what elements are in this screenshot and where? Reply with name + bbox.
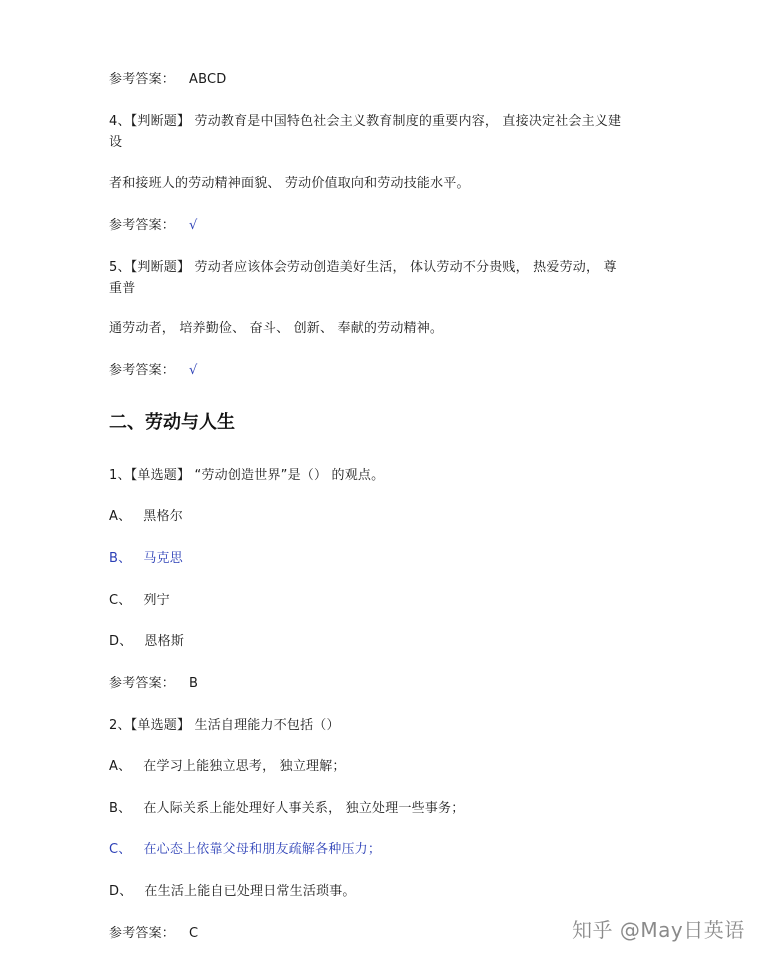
option-letter: C、 — [109, 842, 132, 857]
option-c-highlighted — [109, 842, 381, 858]
answer-line — [109, 218, 198, 234]
section-heading: 二、劳动与人生 — [109, 412, 235, 433]
option-text: 在学习上能独立思考， 独立理解； — [143, 759, 346, 774]
answer-value: C — [189, 926, 199, 941]
option-b — [109, 801, 464, 817]
question-2-text: 2、【单选题】 生活自理能力不包括（） — [109, 718, 340, 733]
question-5-line-2: 重普 — [109, 281, 136, 296]
answer-value: ABCD — [189, 72, 227, 87]
question-1-text: 1、【单选题】 “劳动创造世界”是（） 的观点。 — [109, 468, 385, 483]
option-letter: C、 — [109, 593, 132, 608]
question-4-line-1: 4、【判断题】 劳动教育是中国特色社会主义教育制度的重要内容， 直接决定社会主义建 — [109, 114, 622, 129]
option-a — [109, 759, 346, 775]
option-b-highlighted — [109, 551, 183, 567]
answer-label: 参考答案： — [109, 363, 176, 378]
option-text: 在人际关系上能处理好人事关系， 独立处理一些事务； — [143, 801, 465, 816]
option-d — [109, 884, 356, 900]
answer-value: √ — [189, 363, 198, 378]
answer-line — [109, 926, 198, 942]
answer-label: 参考答案： — [109, 72, 176, 87]
option-text: 黑格尔 — [143, 509, 183, 524]
answer-line — [109, 676, 198, 692]
option-letter: D、 — [109, 884, 133, 899]
option-text: 在生活上能自已处理日常生活琐事。 — [144, 884, 356, 899]
answer-line — [109, 363, 198, 379]
answer-value: √ — [189, 218, 198, 233]
option-letter: B、 — [109, 801, 132, 816]
option-text: 在心态上依靠父母和朋友疏解各种压力； — [143, 842, 382, 857]
option-letter: A、 — [109, 759, 132, 774]
answer-value: B — [189, 676, 199, 691]
question-5-line-1: 5、【判断题】 劳动者应该体会劳动创造美好生活， 体认劳动不分贵贱， 热爱劳动， 尊 — [109, 260, 617, 275]
option-text: 列宁 — [143, 593, 170, 608]
option-letter: B、 — [109, 551, 132, 566]
option-d — [109, 634, 184, 650]
option-letter: A、 — [109, 509, 132, 524]
option-letter: D、 — [109, 634, 133, 649]
option-c — [109, 593, 170, 609]
question-5-line-3: 通劳动者， 培养勤俭、 奋斗、 创新、 奉献的劳动精神。 — [109, 321, 444, 336]
answer-label: 参考答案： — [109, 676, 176, 691]
question-4-line-3: 者和接班人的劳动精神面貌、 劳动价值取向和劳动技能水平。 — [109, 176, 470, 191]
answer-line — [109, 72, 227, 88]
option-a — [109, 509, 183, 525]
option-text: 恩格斯 — [144, 634, 185, 649]
question-4-line-2: 设 — [109, 135, 123, 150]
zhihu-watermark: 知乎 @May日英语 — [572, 918, 745, 942]
option-text: 马克思 — [143, 551, 183, 566]
answer-label: 参考答案： — [109, 926, 176, 941]
answer-label: 参考答案： — [109, 218, 176, 233]
